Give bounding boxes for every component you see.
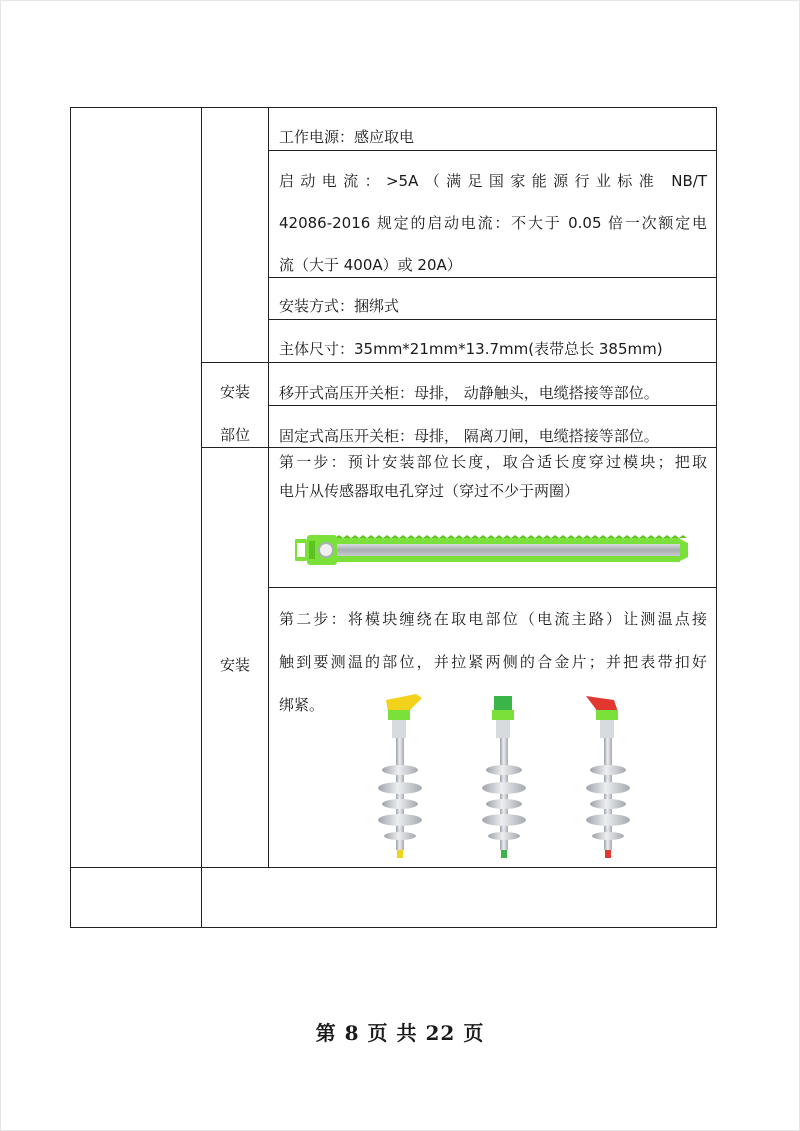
footer-suffix: 页: [463, 1021, 485, 1045]
start-current-line3: 流（大于 400A）或 20A）: [279, 256, 462, 274]
row-divider: [70, 867, 717, 868]
table-border-left: [70, 107, 71, 928]
strap-image: [295, 529, 690, 571]
spec-table: [70, 107, 717, 927]
location-row1-text: 移开式高压开关柜：母排， 动静触头，电缆搭接等部位。: [279, 384, 659, 402]
row-divider: [201, 447, 717, 448]
location-row2-text: 固定式高压开关柜：母排， 隔离刀闸，电缆搭接等部位。: [279, 427, 659, 445]
step2-line2: 触到要测温的部位，并拉紧两侧的合金片；并把表带扣好: [279, 653, 707, 671]
footer-total-pages: 22: [425, 1021, 456, 1045]
location-label-line2: 部位: [219, 426, 250, 444]
table-border-bottom: [70, 927, 717, 928]
row-divider: [268, 587, 717, 588]
row-divider: [268, 150, 717, 151]
install-label: 安装: [219, 656, 250, 674]
footer-prefix: 第: [315, 1021, 337, 1045]
column-divider-1: [201, 107, 202, 928]
step1-line2: 电片从传感器取电孔穿过（穿过不少于两圈）: [279, 482, 580, 500]
page-footer: [0, 1017, 800, 1046]
column-divider-2: [268, 107, 269, 867]
row-divider: [268, 405, 717, 406]
sensor-red: [586, 696, 630, 858]
step1-line1: 第一步：预计安装部位长度，取合适长度穿过模块；把取: [279, 453, 707, 471]
sensor-yellow: [378, 694, 422, 858]
start-current-line1: 启动电流：>5A（满足国家能源行业标准 NB/T: [279, 172, 707, 190]
location-label-line1: 安装: [219, 383, 250, 401]
table-border-top: [70, 107, 717, 108]
footer-page-number: 8: [344, 1021, 360, 1045]
step2-line1: 第二步：将模块缠绕在取电部位（电流主路）让测温点接: [279, 610, 707, 628]
start-current-line2: 42086-2016 规定的启动电流：不大于 0.05 倍一次额定电: [279, 214, 707, 232]
sensor-green: [482, 696, 526, 858]
row-divider: [268, 319, 717, 320]
footer-middle: 页 共: [367, 1021, 418, 1045]
table-border-right: [716, 107, 717, 928]
step2-line3: 绑紧。: [279, 696, 325, 714]
row-divider: [268, 277, 717, 278]
power-source-text: 工作电源：感应取电: [279, 128, 415, 146]
dimensions-text: 主体尺寸：35mm*21mm*13.7mm(表带总长 385mm): [279, 340, 663, 358]
install-method-text: 安装方式：捆绑式: [279, 297, 400, 315]
row-divider: [201, 362, 717, 363]
installed-sensors-image: [370, 692, 660, 862]
